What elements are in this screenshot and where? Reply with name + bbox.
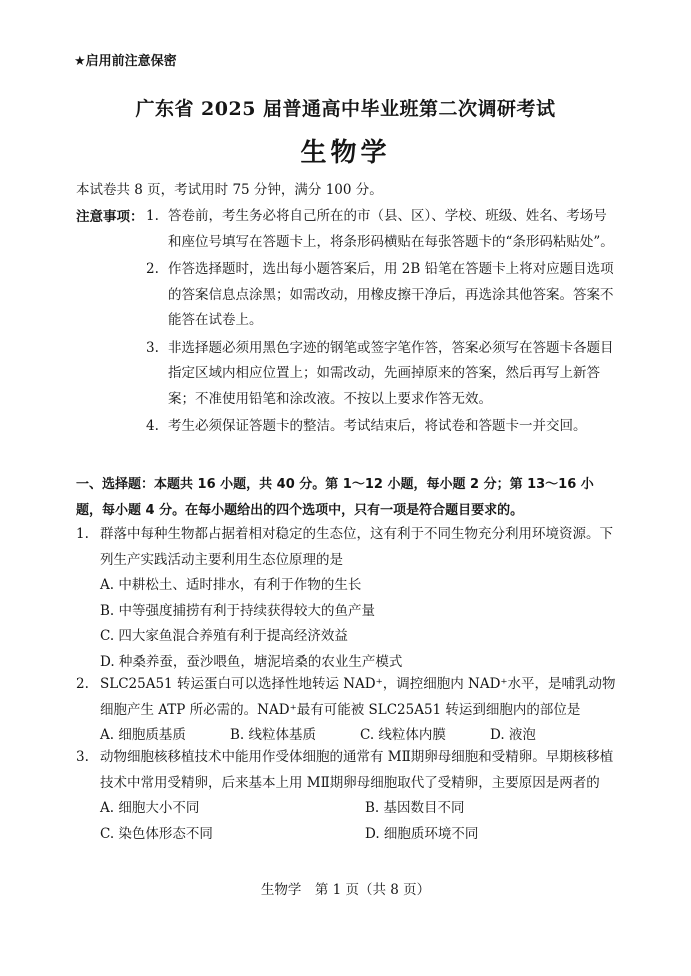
section-heading: 一、选择题：本题共 16 小题，共 40 分。第 1～12 小题，每小题 2 分；第 13～16 小题，每小题 4 分。在每小题给出的四个选项中，只有一项是符合题目要求的。 <box>76 477 594 518</box>
notice-item-text: 答卷前，考生务必将自己所在的市（县、区）、学校、班级、姓名、考场号和座位号填写在答题卡上，将条形码横贴在每张答题卡的“条形码粘贴处”。 <box>168 208 614 250</box>
option-c: C. 染色体形态不同 <box>100 825 213 842</box>
option-list <box>100 796 621 847</box>
question-1 <box>76 522 621 675</box>
question-number: 2. <box>76 676 89 692</box>
notice-item-number: 1. <box>146 208 159 224</box>
option-a: A. 细胞大小不同 <box>100 800 200 816</box>
exam-intro: 本试卷共 8 页，考试用时 75 分钟，满分 100 分。 <box>76 182 383 198</box>
page-footer: 生物学 第 1 页（共 8 页） <box>260 882 431 898</box>
notice-item <box>146 336 616 413</box>
notice-list <box>146 204 616 442</box>
notice-item <box>146 257 616 334</box>
question-stem: 动物细胞核移植技术中能用作受体细胞的通常有 MⅡ期卵母细胞和受精卵。早期核移植技术中常用受精卵，后来基本上用 MⅡ期卵母细胞取代了受精卵，主要原因是两者的 <box>100 749 614 791</box>
option-d: D. 液泡 <box>490 727 536 743</box>
question-number: 1. <box>76 526 89 542</box>
exam-title: 广东省 2025 届普通高中毕业班第二次调研考试 <box>135 98 556 120</box>
option-c: C. 四大家鱼混合养殖有利于提高经济效益 <box>100 628 348 644</box>
question-number: 3. <box>76 749 89 765</box>
question-3 <box>76 745 621 847</box>
notice-item-number: 2. <box>146 261 159 277</box>
notice-label: 注意事项： <box>76 209 144 225</box>
notice-item <box>146 204 616 255</box>
notice-item <box>146 414 616 440</box>
option-d: D. 种桑养蚕，蚕沙喂鱼，塘泥培桑的农业生产模式 <box>100 653 403 670</box>
option-d: D. 细胞质环境不同 <box>365 825 479 842</box>
notice-item-number: 4. <box>146 418 159 434</box>
question-stem: 群落中每种生物都占据着相对稳定的生态位，这有利于不同生物充分利用环境资源。下列生产实践活动主要利用生态位原理的是 <box>100 526 613 568</box>
option-b: B. 线粒体基质 <box>230 727 317 743</box>
option-a: A. 中耕松土、适时排水，有利于作物的生长 <box>100 577 362 593</box>
notice-item-text: 考生必须保证答题卡的整洁。考试结束后，将试卷和答题卡一并交回。 <box>168 418 587 434</box>
notice-item-number: 3. <box>146 339 159 356</box>
notice-item-text: 非选择题必须用黑色字迹的钢笔或签字笔作答，答案必须写在答题卡各题目指定区域内相应位置上；如需改动，先画掉原来的答案，然后再写上新答案；不准使用铅笔和涂改液。不按以上要求作答无效。 <box>168 339 614 407</box>
option-b: B. 基因数目不同 <box>365 800 465 816</box>
option-c: C. 线粒体内膜 <box>360 727 446 743</box>
subject-title: 生物学 <box>300 138 391 168</box>
option-list <box>100 573 621 675</box>
notice-item-text: 作答选择题时，选出每小题答案后，用 2B 铅笔在答题卡上将对应题目选项的答案信息点涂黑；如需改动，用橡皮擦干净后，再选涂其他答案。答案不能答在试卷上。 <box>168 261 614 328</box>
option-b: B. 中等强度捕捞有利于持续获得较大的鱼产量 <box>100 602 376 619</box>
question-2 <box>76 672 621 749</box>
question-stem: SLC25A51 转运蛋白可以选择性地转运 NAD⁺，调控细胞内 NAD⁺水平，是哺乳动物细胞产生 ATP 所必需的。NAD⁺最有可能被 SLC25A51 转运到细胞内的部位是 <box>100 676 616 718</box>
secret-notice: ★启用前注意保密 <box>74 54 177 69</box>
option-a: A. 细胞质基质 <box>100 727 186 743</box>
